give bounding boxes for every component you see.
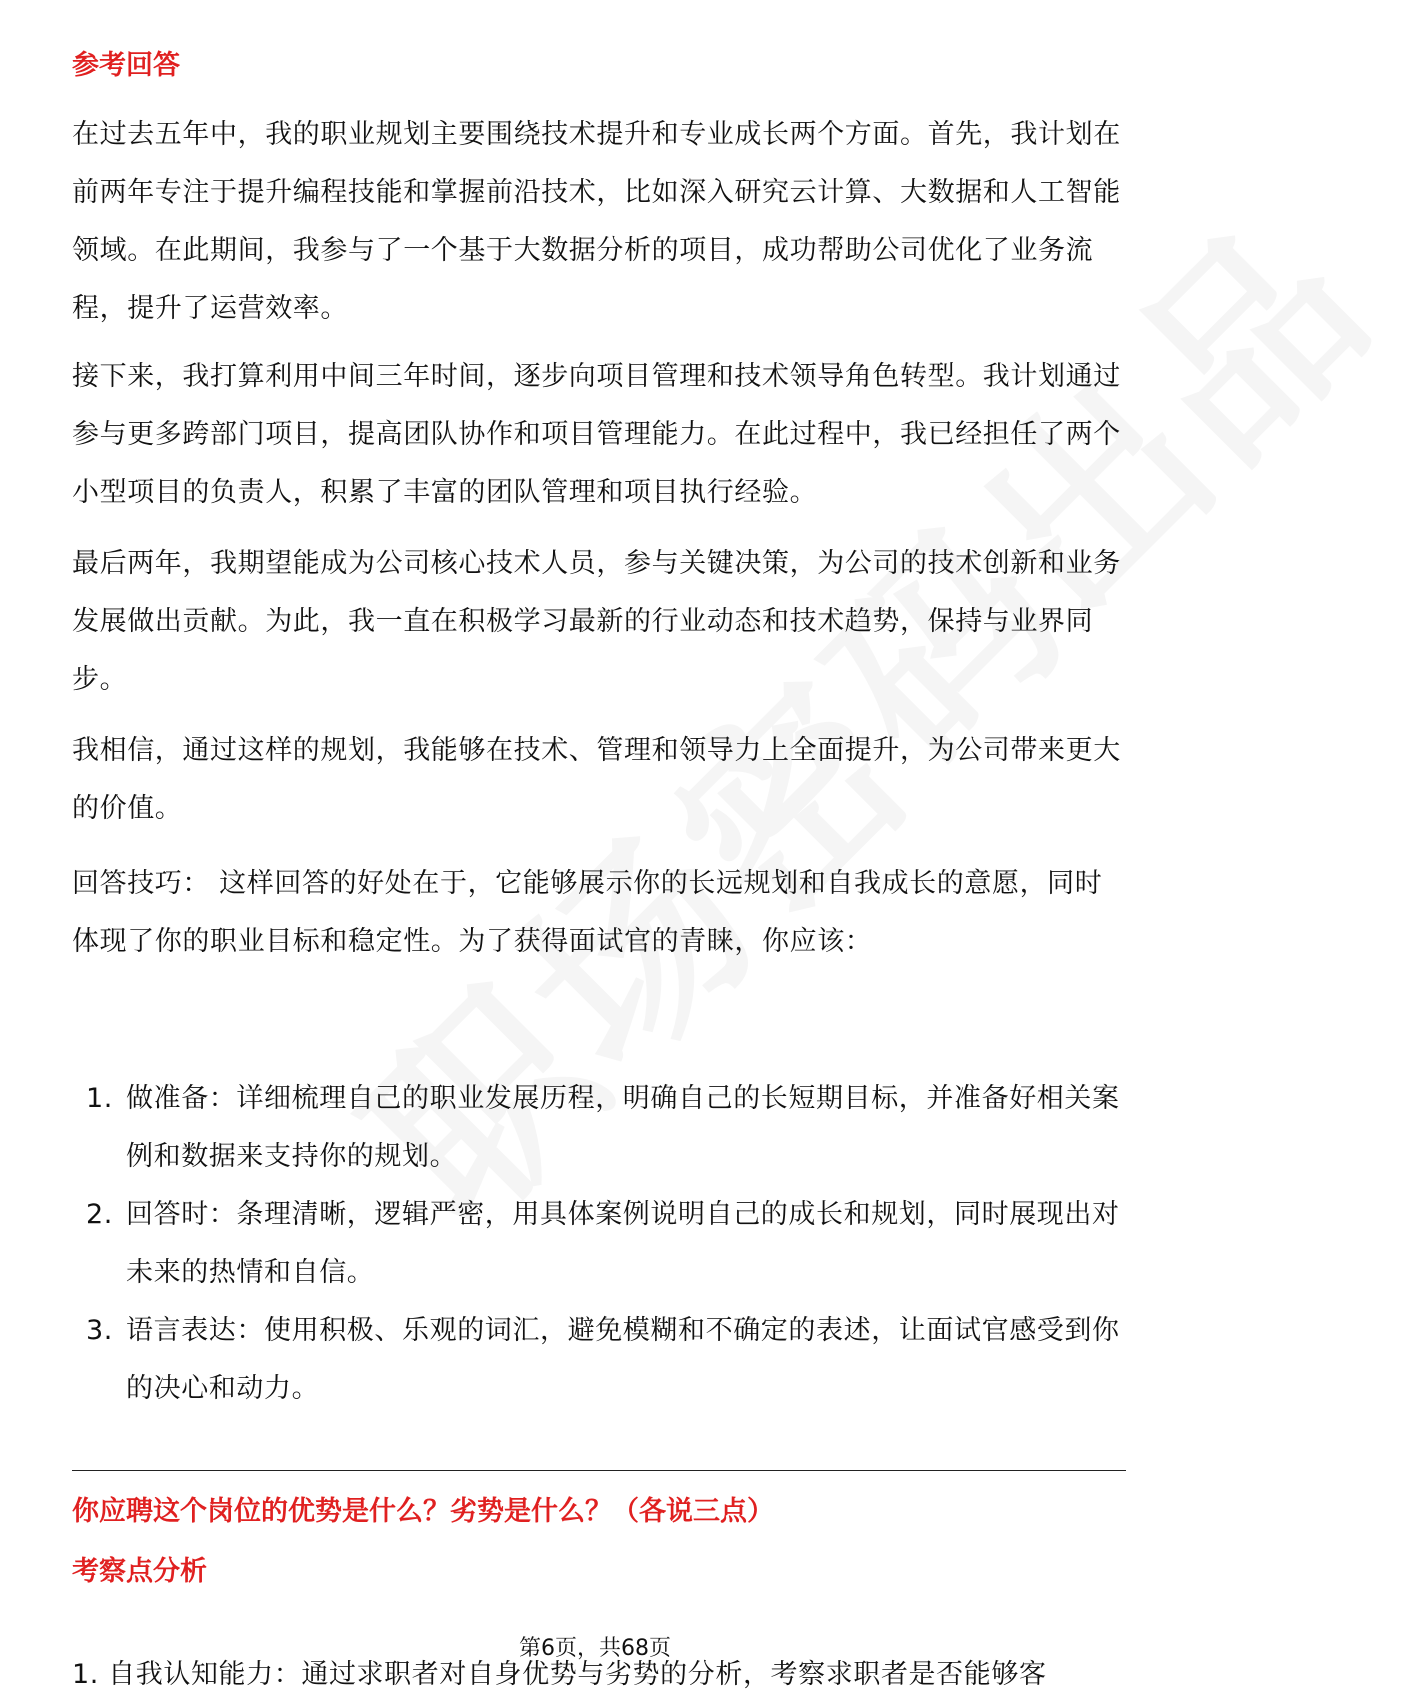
list-item-number: 2. bbox=[86, 1199, 113, 1230]
answer-tips-intro: 回答技巧： 这样回答的好处在于，它能够展示你的长远规划和自我成长的意愿，同时体现了你的职业目标和稳定性。为了获得面试官的青睐，你应该： bbox=[72, 868, 1103, 957]
list-item bbox=[72, 1070, 1126, 1186]
list-item-number: 1. bbox=[86, 1083, 113, 1114]
list-item-text: 回答时：条理清晰，逻辑严密，用具体案例说明自己的成长和规划，同时展现出对未来的热情和自信。 bbox=[126, 1199, 1120, 1288]
list-item-text: 语言表达：使用积极、乐观的词汇，避免模糊和不确定的表述，让面试官感受到你的决心和动力。 bbox=[126, 1315, 1120, 1404]
next-question-heading: 你应聘这个岗位的优势是什么？劣势是什么？（各说三点） bbox=[72, 1496, 774, 1527]
list-item-number: 3. bbox=[86, 1315, 113, 1346]
list-item bbox=[72, 1186, 1126, 1302]
answer-heading: 参考回答 bbox=[72, 50, 180, 81]
answer-paragraph-4: 我相信，通过这样的规划，我能够在技术、管理和领导力上全面提升，为公司带来更大的价值。 bbox=[72, 735, 1121, 824]
list-item-text: 做准备：详细梳理自己的职业发展历程，明确自己的长短期目标，并准备好相关案例和数据来支持你的规划。 bbox=[126, 1083, 1120, 1172]
answer-paragraph-1: 在过去五年中，我的职业规划主要围绕技术提升和专业成长两个方面。首先，我计划在前两年专注于提升编程技能和掌握前沿技术，比如深入研究云计算、大数据和人工智能领域。在此期间，我参与了一个基于大数据分析的项目，成功帮助公司优化了业务流程，提升了运营效率。 bbox=[72, 119, 1121, 324]
answer-paragraph-2: 接下来，我打算利用中间三年时间，逐步向项目管理和技术领导角色转型。我计划通过参与更多跨部门项目，提高团队协作和项目管理能力。在此过程中，我已经担任了两个小型项目的负责人，积累了丰富的团队管理和项目执行经验。 bbox=[72, 361, 1121, 508]
answer-paragraph-3: 最后两年，我期望能成为公司核心技术人员，参与关键决策，为公司的技术创新和业务发展做出贡献。为此，我一直在积极学习最新的行业动态和技术趋势，保持与业界同步。 bbox=[72, 548, 1121, 695]
page-number: 第6页，共68页 bbox=[519, 1636, 671, 1661]
cut-off-list-item: 1. 自我认知能力：通过求职者对自身优势与劣势的分析，考察求职者是否能够客 bbox=[72, 1659, 1047, 1690]
section-divider bbox=[72, 1470, 1126, 1471]
list-item bbox=[72, 1302, 1126, 1418]
analysis-heading: 考察点分析 bbox=[72, 1556, 207, 1587]
tips-list bbox=[72, 1070, 1126, 1418]
